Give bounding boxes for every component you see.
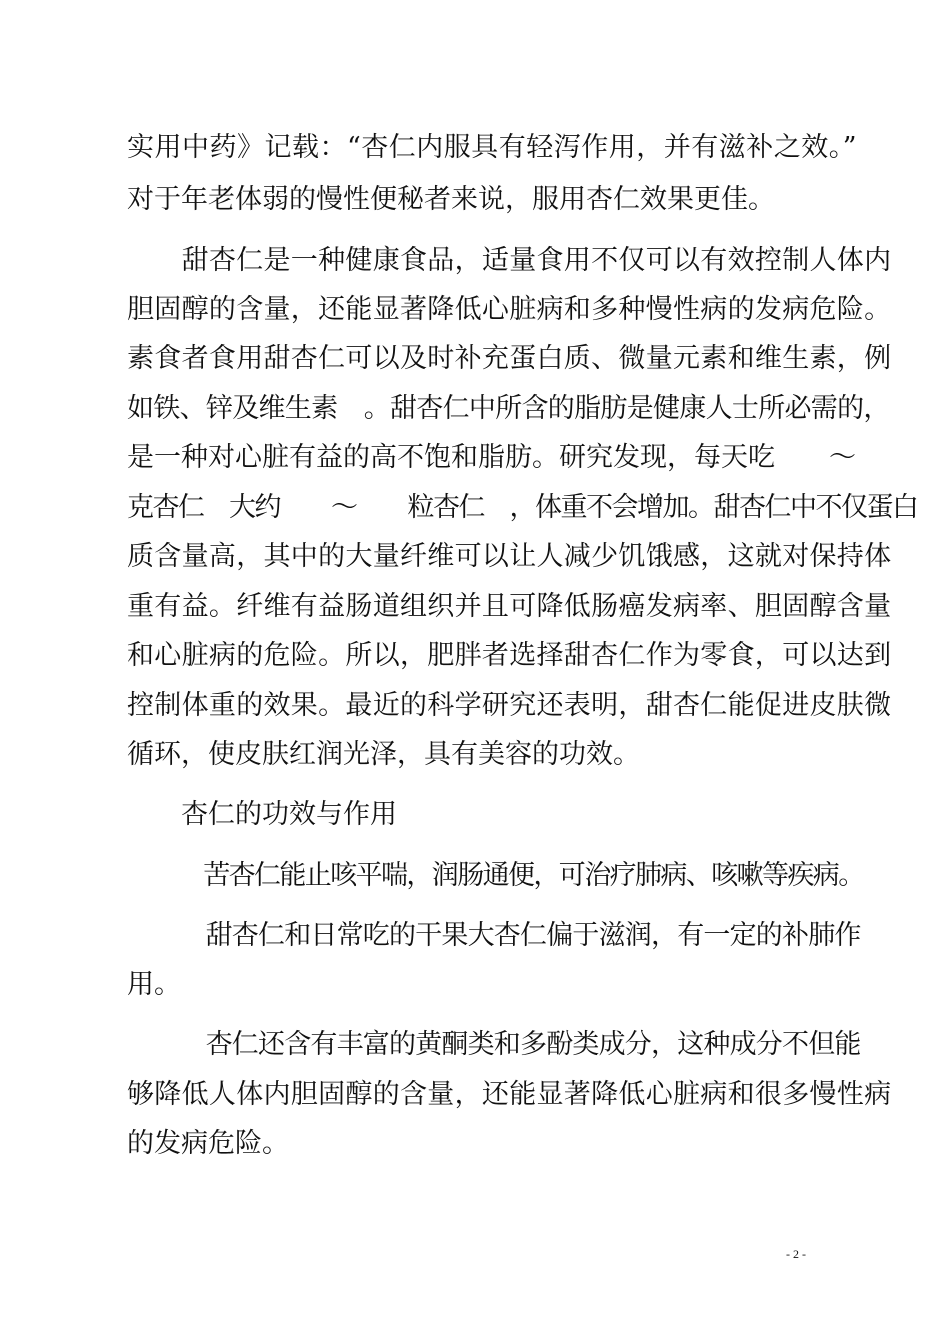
- text-line: 循环，使皮肤红润光泽，具有美容的功效。: [127, 739, 640, 770]
- text-line: 实用中药》记载：“杏仁内服具有轻泻作用，并有滋补之效。”: [127, 132, 858, 163]
- text-line: 控制体重的效果。最近的科学研究还表明，甜杏仁能促进皮肤微: [127, 690, 892, 721]
- text-line: 用。: [127, 969, 181, 1000]
- text-line: 的发病危险。: [127, 1128, 289, 1159]
- section-heading: 杏仁的功效与作用: [127, 799, 397, 830]
- text-line: 和心脏病的危险。所以，肥胖者选择甜杏仁作为零食，可以达到: [127, 640, 892, 671]
- text-line: 胆固醇的含量，还能显著降低心脏病和多种慢性病的发病危险。: [127, 294, 892, 325]
- text-line: 素食者食用甜杏仁可以及时补充蛋白质、微量元素和维生素，例: [127, 343, 892, 374]
- text-line: 是一种对心脏有益的高不饱和脂肪。研究发现，每天吃 ～: [127, 442, 856, 473]
- text-line: 质含量高，其中的大量纤维可以让人减少饥饿感，这就对保持体: [127, 541, 892, 572]
- text-line: 杏仁还含有丰富的黄酮类和多酚类成分，这种成分不但能: [127, 1029, 861, 1060]
- text-line: 重有益。纤维有益肠道组织并且可降低肠癌发病率、胆固醇含量: [127, 591, 892, 622]
- page-number: - 2 -: [786, 1247, 806, 1261]
- text-line: 甜杏仁是一种健康食品，适量食用不仅可以有效控制人体内: [127, 245, 892, 276]
- text-line: 够降低人体内胆固醇的含量，还能显著降低心脏病和很多慢性病: [127, 1079, 892, 1110]
- text-line: 克杏仁 大约 ～ 粒杏仁 ，体重不会增加。甜杏仁中不仅蛋白: [127, 492, 918, 523]
- text-line: 甜杏仁和日常吃的干果大杏仁偏于滋润，有一定的补肺作: [127, 920, 861, 951]
- text-line: 如铁、锌及维生素 。甜杏仁中所含的脂肪是健康人士所必需的，: [127, 393, 890, 424]
- text-line: 苦杏仁能止咳平喘，润肠通便，可治疗肺病、咳嗽等疾病。: [127, 860, 864, 891]
- text-line: 对于年老体弱的慢性便秘者来说，服用杏仁效果更佳。: [127, 184, 775, 215]
